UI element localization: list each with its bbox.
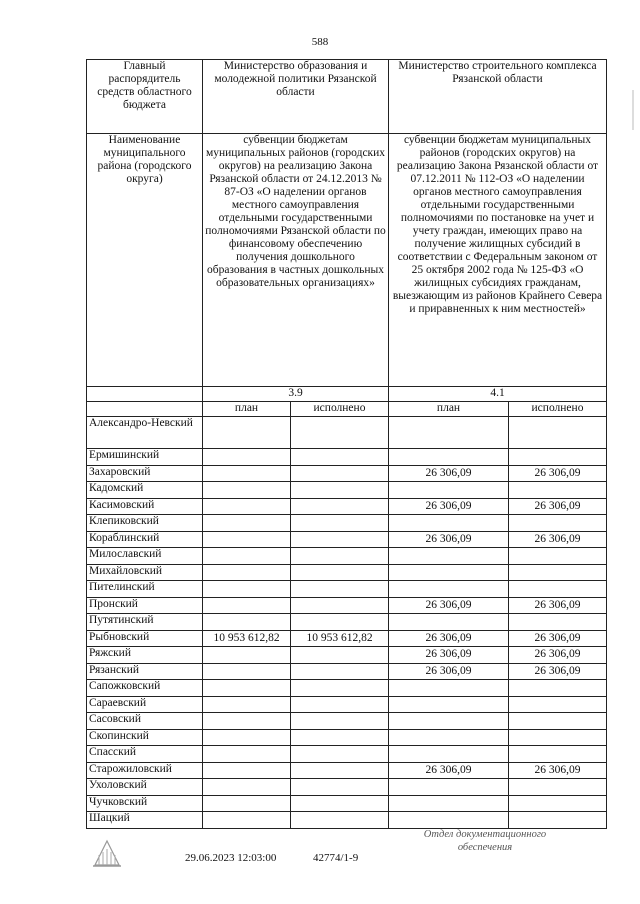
header-row-subsidies: [87, 134, 607, 387]
budget-table: [86, 59, 607, 829]
done-41-cell: [509, 449, 607, 466]
done-41-cell: [509, 812, 607, 829]
page-number: 588: [311, 36, 329, 48]
header-row-ministries: [87, 60, 607, 134]
district-name-cell: Путятинский: [87, 614, 203, 631]
archive-logo-icon: [90, 835, 124, 869]
plan-41-cell: [389, 564, 509, 581]
district-name-cell: Касимовский: [87, 498, 203, 515]
done-39-cell: [291, 465, 389, 482]
done-39-cell: [291, 581, 389, 598]
done-39-cell: [291, 762, 389, 779]
done-39-cell: [291, 564, 389, 581]
done-41-cell: 26 306,09: [509, 498, 607, 515]
done-41-cell: [509, 515, 607, 532]
plan-39-cell: [203, 795, 291, 812]
done-39-cell: [291, 449, 389, 466]
plan-41-cell: 26 306,09: [389, 531, 509, 548]
table-row: [87, 696, 607, 713]
plan-39-cell: 10 953 612,82: [203, 630, 291, 647]
table-row: [87, 795, 607, 812]
district-name-cell: Пителинский: [87, 581, 203, 598]
done-41-cell: 26 306,09: [509, 647, 607, 664]
done-39-cell: [291, 746, 389, 763]
district-label-header: Наименование муниципального района (городского округа): [87, 134, 203, 387]
plan-41-cell: [389, 449, 509, 466]
plan-39-cell: [203, 417, 291, 449]
table-row: [87, 449, 607, 466]
done-39-cell: [291, 812, 389, 829]
plan-41-cell: [389, 548, 509, 565]
footer-datetime: 29.06.2023 12:03:00: [185, 852, 277, 864]
plan-39-cell: [203, 482, 291, 499]
plan-41-cell: [389, 614, 509, 631]
table-row: [87, 597, 607, 614]
done-39-cell: [291, 663, 389, 680]
table-row: [87, 762, 607, 779]
empty-code-cell: [87, 387, 203, 402]
plan-39-cell: [203, 498, 291, 515]
table-row: [87, 647, 607, 664]
done-41-cell: [509, 729, 607, 746]
district-name-cell: Старожиловский: [87, 762, 203, 779]
plan-41-cell: [389, 482, 509, 499]
plan-41-cell: [389, 696, 509, 713]
ministry-education-header: Министерство образования и молодежной политики Рязанской области: [203, 60, 389, 134]
plan-39-cell: [203, 531, 291, 548]
code-41: 4.1: [389, 387, 607, 402]
header-row-codes: [87, 387, 607, 402]
table-row: [87, 581, 607, 598]
done-39-cell: [291, 417, 389, 449]
district-name-cell: Спасский: [87, 746, 203, 763]
plan-39-cell: [203, 680, 291, 697]
district-name-cell: Захаровский: [87, 465, 203, 482]
table-row: [87, 746, 607, 763]
district-name-cell: Милославский: [87, 548, 203, 565]
plan-39-cell: [203, 762, 291, 779]
table-row: [87, 729, 607, 746]
done-41-cell: [509, 713, 607, 730]
plan-39-cell: [203, 581, 291, 598]
plan-41-cell: 26 306,09: [389, 597, 509, 614]
plan-39-cell: [203, 746, 291, 763]
subsidy-39-header: субвенции бюджетам муниципальных районов (городских округов) на реализацию Закона Рязанской области от 24.12.2013 № 87-ОЗ «О наделении органов местного самоуправления отдельными государственными полномочиями Рязанской области по финансовому обеспечению получения дошкольного образования в частных дошкольных образовательных организациях»: [203, 134, 389, 387]
plan-39-cell: [203, 465, 291, 482]
done-39-cell: [291, 597, 389, 614]
plan-39-cell: [203, 449, 291, 466]
table-row: [87, 417, 607, 449]
plan-41-cell: [389, 795, 509, 812]
done-41-cell: [509, 564, 607, 581]
district-name-cell: Сараевский: [87, 696, 203, 713]
plan-39-cell: [203, 779, 291, 796]
plan-39-cell: [203, 729, 291, 746]
district-name-cell: Михайловский: [87, 564, 203, 581]
done-41-header: исполнено: [509, 402, 607, 417]
done-39-cell: [291, 696, 389, 713]
plan-41-cell: [389, 746, 509, 763]
done-41-cell: [509, 614, 607, 631]
plan-41-cell: 26 306,09: [389, 647, 509, 664]
table-row: [87, 531, 607, 548]
plan-39-cell: [203, 647, 291, 664]
done-41-cell: [509, 581, 607, 598]
table-row: [87, 812, 607, 829]
done-39-cell: [291, 795, 389, 812]
done-41-cell: 26 306,09: [509, 762, 607, 779]
done-39-cell: [291, 647, 389, 664]
table-row: [87, 680, 607, 697]
district-name-cell: Кораблинский: [87, 531, 203, 548]
plan-41-cell: 26 306,09: [389, 498, 509, 515]
done-41-cell: [509, 417, 607, 449]
district-name-cell: Сапожковский: [87, 680, 203, 697]
ministry-construction-header: Министерство строительного комплекса Рязанской области: [389, 60, 607, 134]
plan-41-cell: [389, 779, 509, 796]
district-name-cell: Скопинский: [87, 729, 203, 746]
plan-41-header: план: [389, 402, 509, 417]
plan-41-cell: [389, 417, 509, 449]
done-39-cell: [291, 515, 389, 532]
district-name-cell: Сасовский: [87, 713, 203, 730]
plan-39-header: план: [203, 402, 291, 417]
table-row: [87, 663, 607, 680]
done-41-cell: [509, 746, 607, 763]
plan-39-cell: [203, 713, 291, 730]
done-41-cell: 26 306,09: [509, 630, 607, 647]
done-41-cell: 26 306,09: [509, 597, 607, 614]
district-name-cell: Пронский: [87, 597, 203, 614]
scan-edge-mark: [632, 90, 634, 130]
code-39: 3.9: [203, 387, 389, 402]
table-row: [87, 779, 607, 796]
main-distributor-header: Главный распорядитель средств областного бюджета: [87, 60, 203, 134]
district-name-cell: Кадомский: [87, 482, 203, 499]
district-name-cell: Рыбновский: [87, 630, 203, 647]
plan-39-cell: [203, 614, 291, 631]
table-row: [87, 713, 607, 730]
plan-39-cell: [203, 663, 291, 680]
done-39-cell: 10 953 612,82: [291, 630, 389, 647]
district-name-cell: Александро-Невский: [87, 417, 203, 449]
plan-41-cell: [389, 713, 509, 730]
plan-39-cell: [203, 515, 291, 532]
table-row: [87, 515, 607, 532]
table-row: [87, 564, 607, 581]
done-39-cell: [291, 729, 389, 746]
done-39-cell: [291, 498, 389, 515]
district-name-cell: Клепиковский: [87, 515, 203, 532]
plan-39-cell: [203, 812, 291, 829]
plan-41-cell: 26 306,09: [389, 762, 509, 779]
done-41-cell: 26 306,09: [509, 531, 607, 548]
done-39-header: исполнено: [291, 402, 389, 417]
table-row: [87, 614, 607, 631]
done-41-cell: [509, 779, 607, 796]
done-41-cell: [509, 696, 607, 713]
plan-39-cell: [203, 597, 291, 614]
district-name-cell: Ряжский: [87, 647, 203, 664]
district-name-cell: Рязанский: [87, 663, 203, 680]
table-row: [87, 482, 607, 499]
plan-41-cell: [389, 515, 509, 532]
empty-plan-cell: [87, 402, 203, 417]
header-row-plan-done: [87, 402, 607, 417]
done-39-cell: [291, 680, 389, 697]
done-39-cell: [291, 531, 389, 548]
district-name-cell: Шацкий: [87, 812, 203, 829]
plan-41-cell: [389, 680, 509, 697]
table-row: [87, 630, 607, 647]
table-row: [87, 548, 607, 565]
plan-39-cell: [203, 696, 291, 713]
done-39-cell: [291, 548, 389, 565]
footer-doc-number: 42774/1-9: [313, 852, 359, 864]
plan-41-cell: [389, 729, 509, 746]
table-row: [87, 465, 607, 482]
department-stamp: Отдел документационного обеспечения: [423, 829, 547, 853]
district-name-cell: Ухоловский: [87, 779, 203, 796]
done-39-cell: [291, 614, 389, 631]
done-39-cell: [291, 482, 389, 499]
done-41-cell: 26 306,09: [509, 663, 607, 680]
done-39-cell: [291, 713, 389, 730]
plan-41-cell: 26 306,09: [389, 630, 509, 647]
district-name-cell: Чучковский: [87, 795, 203, 812]
done-41-cell: 26 306,09: [509, 465, 607, 482]
district-name-cell: Ермишинский: [87, 449, 203, 466]
done-41-cell: [509, 680, 607, 697]
plan-41-cell: [389, 812, 509, 829]
done-41-cell: [509, 548, 607, 565]
table-row: [87, 498, 607, 515]
subsidy-41-header: субвенции бюджетам муниципальных районов (городских округов) на реализацию Закона Рязанской области от 07.12.2011 № 112-ОЗ «О наделении органов местного самоуправления отдельными государственными полномочиями по постановке на учет и учету граждан, имеющих право на получение жилищных субсидий в соответствии с Федеральным законом от 25 октября 2002 года № 125-ФЗ «О жилищных субсидиях гражданам, выезжающим из районов Крайнего Севера и приравненных к ним местностей»: [389, 134, 607, 387]
done-41-cell: [509, 482, 607, 499]
plan-39-cell: [203, 564, 291, 581]
done-39-cell: [291, 779, 389, 796]
plan-39-cell: [203, 548, 291, 565]
plan-41-cell: [389, 581, 509, 598]
plan-41-cell: 26 306,09: [389, 465, 509, 482]
done-41-cell: [509, 795, 607, 812]
plan-41-cell: 26 306,09: [389, 663, 509, 680]
